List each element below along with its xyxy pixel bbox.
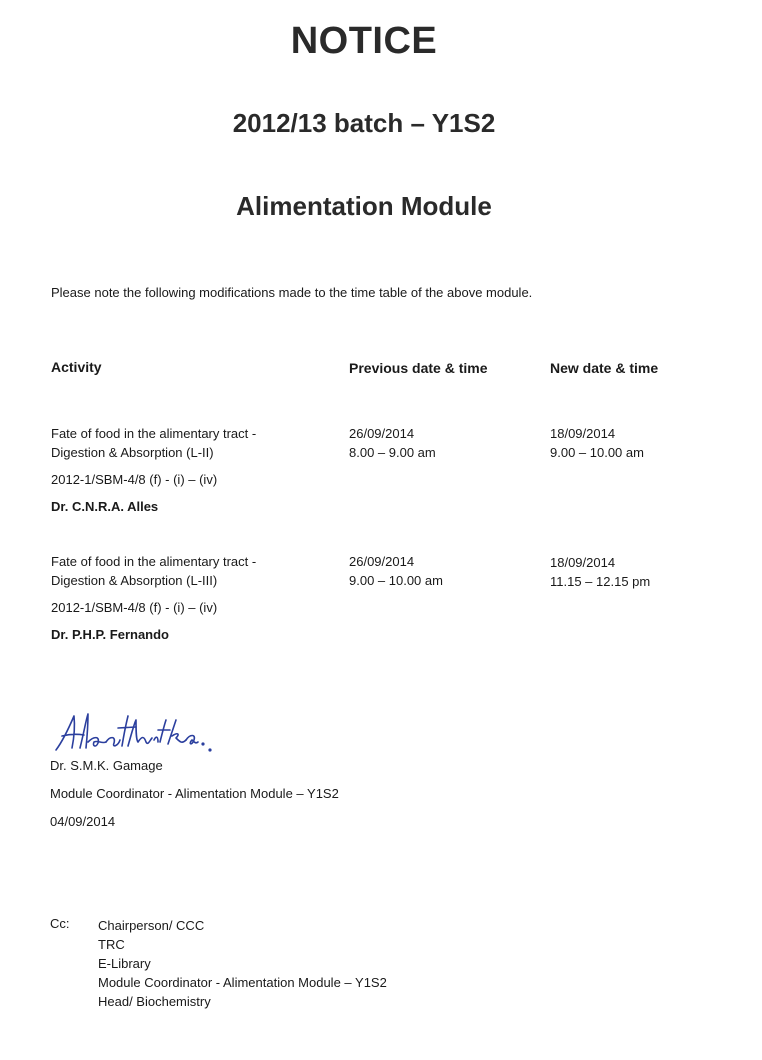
lecturer-name: Dr. P.H.P. Fernando [51, 627, 170, 642]
list-item: TRC [98, 937, 125, 952]
signatory-name: Dr. S.M.K. Gamage [50, 758, 163, 773]
new-datetime [550, 553, 650, 591]
previous-date: 26/09/2014 [349, 426, 415, 441]
new-time: 11.15 – 12.15 pm [550, 574, 651, 589]
header-new: New date & time [550, 360, 659, 376]
table-row [51, 424, 256, 516]
activity-line1: Fate of food in the alimentary tract - [51, 554, 257, 569]
module-heading: Alimentation Module [236, 191, 492, 221]
activity-code: 2012-1/SBM-4/8 (f) - (i) – (iv) [51, 472, 218, 487]
new-date: 18/09/2014 [550, 555, 616, 570]
list-item: Head/ Biochemistry [98, 994, 211, 1009]
list-item: Module Coordinator - Alimentation Module – Y1S2 [98, 975, 387, 990]
list-item: E-Library [98, 956, 151, 971]
header-previous: Previous date & time [349, 360, 488, 376]
header-activity: Activity [51, 359, 102, 375]
previous-time: 9.00 – 10.00 am [349, 573, 443, 588]
cc-label: Cc: [50, 916, 70, 931]
activity-line1: Fate of food in the alimentary tract - [51, 426, 257, 441]
previous-datetime [349, 424, 436, 462]
lecturer-name: Dr. C.N.R.A. Alles [51, 499, 159, 514]
notice-date: 04/09/2014 [50, 814, 116, 829]
previous-date: 26/09/2014 [349, 554, 415, 569]
activity-code: 2012-1/SBM-4/8 (f) - (i) – (iv) [51, 600, 218, 615]
new-time: 9.00 – 10.00 am [550, 445, 644, 460]
signatory-role: Module Coordinator - Alimentation Module – Y1S2 [50, 786, 339, 801]
new-date: 18/09/2014 [550, 426, 616, 441]
signature-image [52, 706, 212, 758]
previous-time: 8.00 – 9.00 am [349, 445, 436, 460]
activity-line2: Digestion & Absorption (L-III) [51, 573, 218, 588]
table-row [51, 552, 256, 644]
new-datetime [550, 424, 644, 462]
notice-title: NOTICE [290, 20, 438, 62]
cc-list [98, 916, 387, 1011]
list-item: Chairperson/ CCC [98, 918, 205, 933]
intro-text: Please note the following modifications made to the time table of the above module. [51, 285, 533, 300]
activity-line2: Digestion & Absorption (L-II) [51, 445, 214, 460]
previous-datetime [349, 552, 443, 590]
batch-heading: 2012/13 batch – Y1S2 [232, 108, 496, 138]
